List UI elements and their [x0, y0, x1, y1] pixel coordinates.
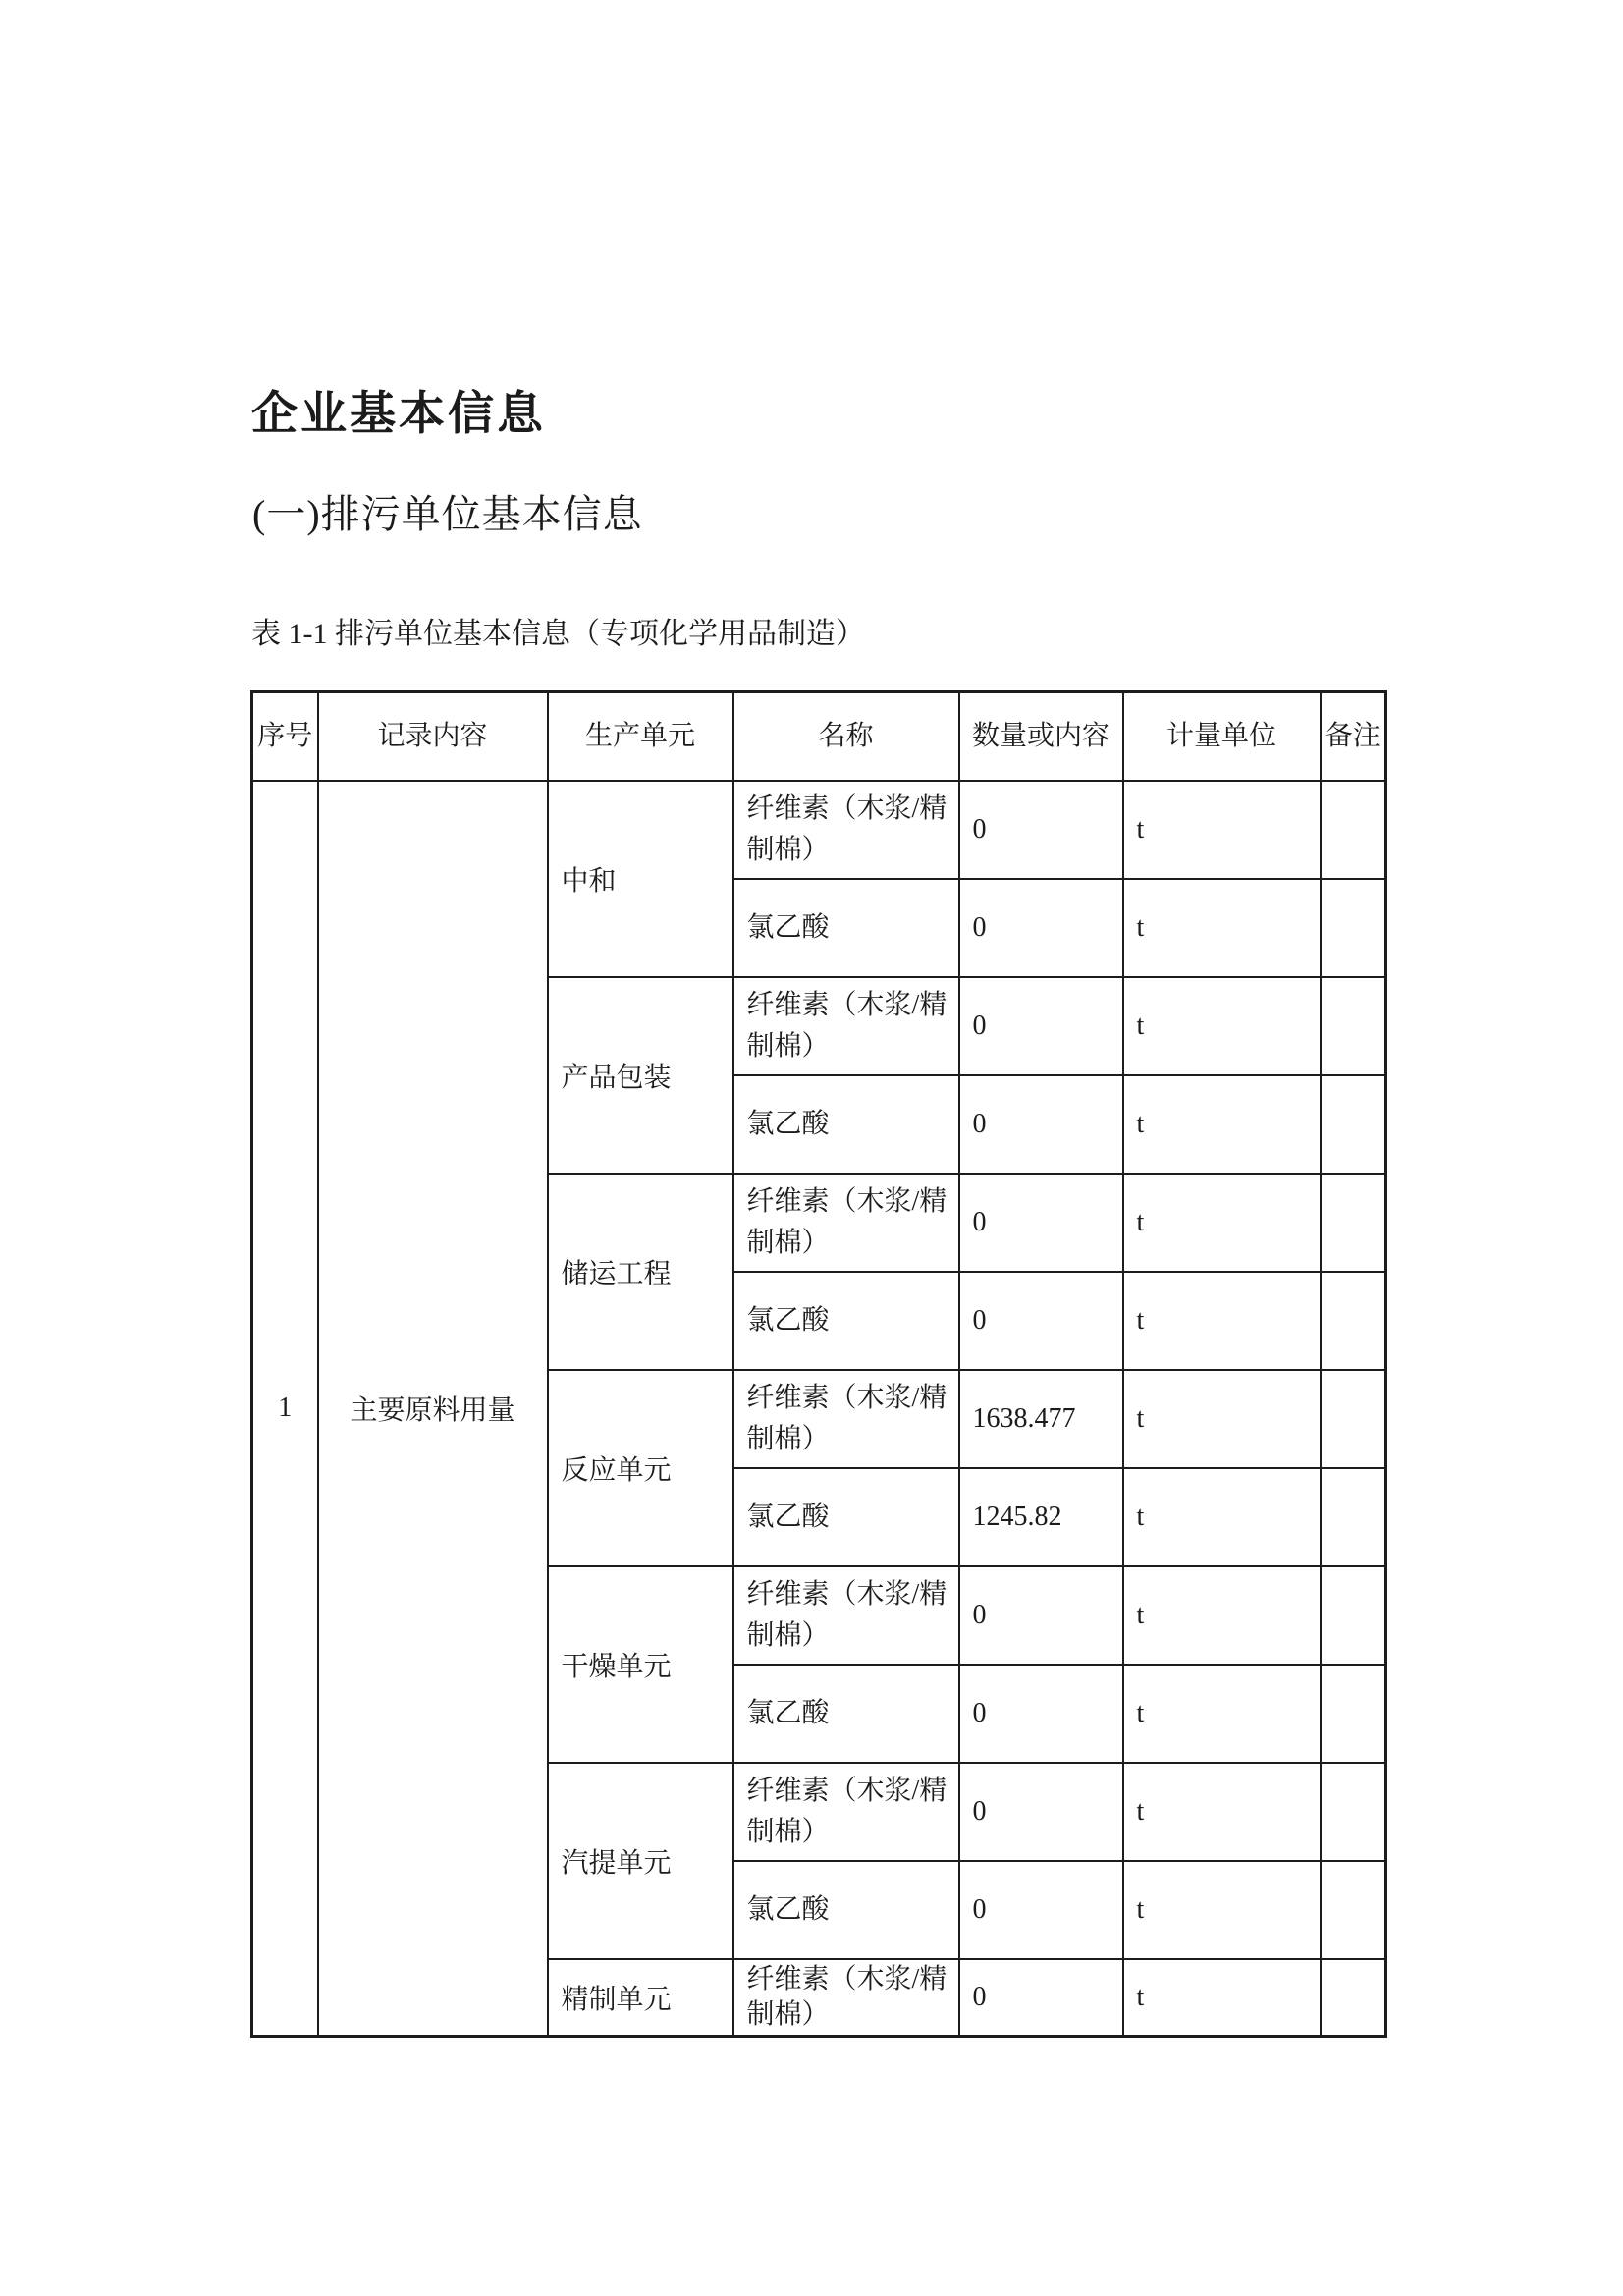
- quantity-cell: 0: [959, 1174, 1123, 1272]
- remark-cell: [1321, 1468, 1386, 1566]
- basic-info-table: [250, 690, 1387, 2038]
- measure-unit-cell: t: [1123, 977, 1321, 1075]
- measure-unit-cell: t: [1123, 1665, 1321, 1763]
- quantity-cell: 1245.82: [959, 1468, 1123, 1566]
- header-record-content: 记录内容: [318, 692, 548, 781]
- material-name-cell: 氯乙酸: [733, 1075, 959, 1174]
- remark-cell: [1321, 1566, 1386, 1665]
- remark-cell: [1321, 1959, 1386, 2037]
- material-name-cell: 氯乙酸: [733, 1468, 959, 1566]
- production-unit-cell: 干燥单元: [548, 1566, 733, 1763]
- production-unit-cell: 产品包装: [548, 977, 733, 1174]
- quantity-cell: 0: [959, 1272, 1123, 1370]
- measure-unit-cell: t: [1123, 1174, 1321, 1272]
- header-seq-no: 序号: [252, 692, 318, 781]
- quantity-cell: 0: [959, 1861, 1123, 1959]
- record-content-cell: 主要原料用量: [318, 781, 548, 2037]
- header-production-unit: 生产单元: [548, 692, 733, 781]
- material-name-cell: 纤维素（木浆/精制棉）: [733, 1763, 959, 1861]
- production-unit-cell: 汽提单元: [548, 1763, 733, 1959]
- quantity-cell: 0: [959, 1665, 1123, 1763]
- header-name: 名称: [733, 692, 959, 781]
- measure-unit-cell: t: [1123, 1468, 1321, 1566]
- remark-cell: [1321, 1174, 1386, 1272]
- table-header-row: [252, 692, 1386, 781]
- header-remark: 备注: [1321, 692, 1386, 781]
- production-unit-cell: 精制单元: [548, 1959, 733, 2037]
- quantity-cell: 1638.477: [959, 1370, 1123, 1468]
- measure-unit-cell: t: [1123, 1272, 1321, 1370]
- material-name-cell: 氯乙酸: [733, 1272, 959, 1370]
- material-name-cell: 纤维素（木浆/精制棉）: [733, 781, 959, 879]
- material-name-cell: 纤维素（木浆/精制棉）: [733, 977, 959, 1075]
- measure-unit-cell: t: [1123, 781, 1321, 879]
- material-name-cell: 纤维素（木浆/精制棉）: [733, 1370, 959, 1468]
- header-quantity: 数量或内容: [959, 692, 1123, 781]
- material-name-cell: 氯乙酸: [733, 1861, 959, 1959]
- material-name-cell: 氯乙酸: [733, 1665, 959, 1763]
- material-name-cell: 纤维素（木浆/精制棉）: [733, 1174, 959, 1272]
- quantity-cell: 0: [959, 781, 1123, 879]
- page-title: 企业基本信息: [251, 389, 546, 440]
- quantity-cell: 0: [959, 977, 1123, 1075]
- measure-unit-cell: t: [1123, 1763, 1321, 1861]
- measure-unit-cell: t: [1123, 1566, 1321, 1665]
- row-number-cell: 1: [252, 781, 318, 2037]
- remark-cell: [1321, 781, 1386, 879]
- measure-unit-cell: t: [1123, 1075, 1321, 1174]
- material-name-cell: 氯乙酸: [733, 879, 959, 977]
- remark-cell: [1321, 1272, 1386, 1370]
- measure-unit-cell: t: [1123, 1861, 1321, 1959]
- quantity-cell: 0: [959, 1075, 1123, 1174]
- remark-cell: [1321, 1763, 1386, 1861]
- header-measure-unit: 计量单位: [1123, 692, 1321, 781]
- material-name-cell: 纤维素（木浆/精制棉）: [733, 1566, 959, 1665]
- quantity-cell: 0: [959, 1763, 1123, 1861]
- quantity-cell: 0: [959, 879, 1123, 977]
- remark-cell: [1321, 977, 1386, 1075]
- quantity-cell: 0: [959, 1959, 1123, 2037]
- remark-cell: [1321, 1075, 1386, 1174]
- section-heading: (一)排污单位基本信息: [252, 492, 643, 536]
- production-unit-cell: 储运工程: [548, 1174, 733, 1370]
- remark-cell: [1321, 1665, 1386, 1763]
- measure-unit-cell: t: [1123, 879, 1321, 977]
- production-unit-cell: 反应单元: [548, 1370, 733, 1566]
- quantity-cell: 0: [959, 1566, 1123, 1665]
- remark-cell: [1321, 1370, 1386, 1468]
- table-row: [252, 781, 1386, 879]
- material-name-cell: 纤维素（木浆/精制棉）: [733, 1959, 959, 2037]
- table-caption: 表 1-1 排污单位基本信息（专项化学用品制造）: [251, 618, 865, 650]
- remark-cell: [1321, 879, 1386, 977]
- remark-cell: [1321, 1861, 1386, 1959]
- measure-unit-cell: t: [1123, 1959, 1321, 2037]
- production-unit-cell: 中和: [548, 781, 733, 977]
- measure-unit-cell: t: [1123, 1370, 1321, 1468]
